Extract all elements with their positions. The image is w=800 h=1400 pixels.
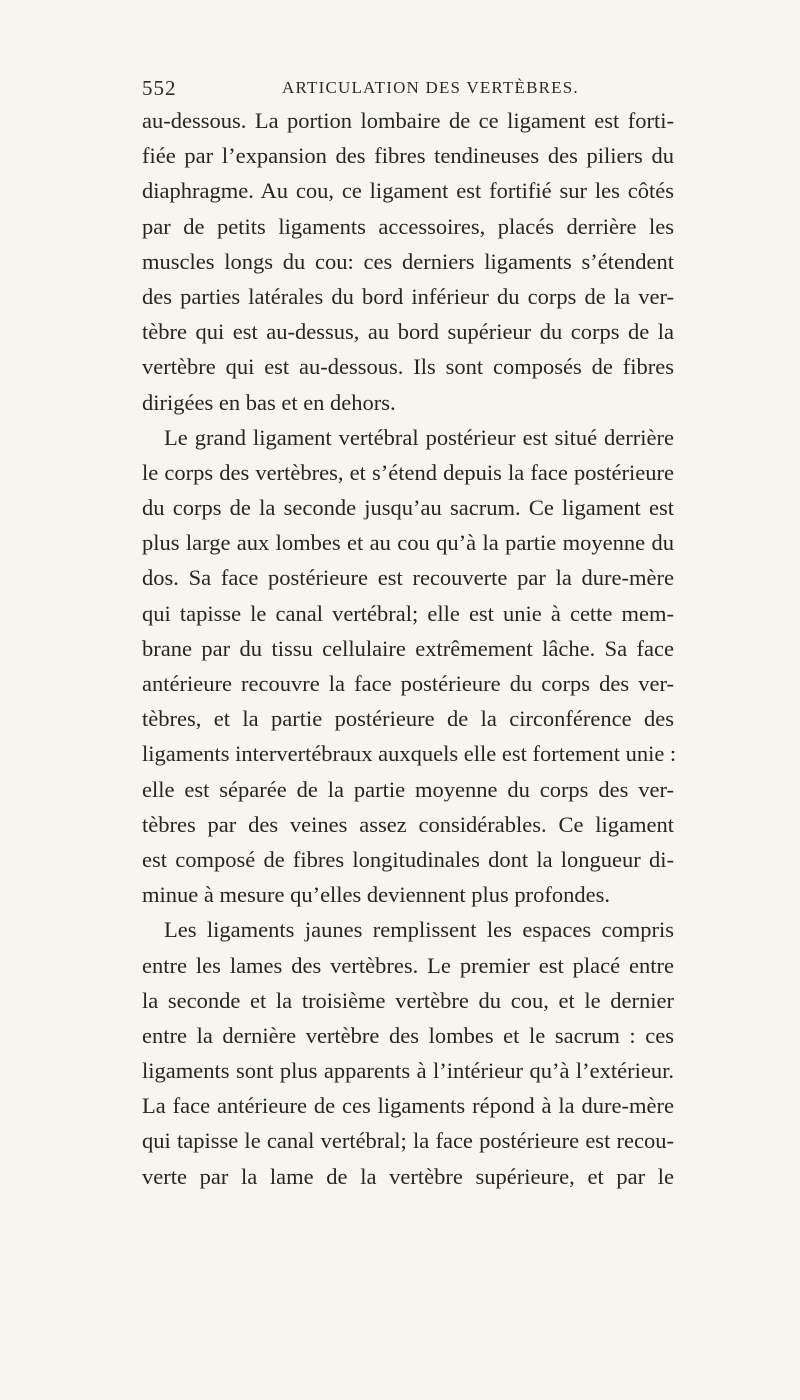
text-line: dos. Sa face postérieure est recouverte par la dure-mère	[142, 565, 674, 591]
text-line: ligaments sont plus apparents à l’intérieur qu’à l’extérieur.	[142, 1058, 674, 1084]
text-line: le corps des vertèbres, et s’étend depuis la face postérieure	[142, 459, 674, 485]
text-line: vertèbre qui est au-dessous. Ils sont composés de fibres	[142, 354, 674, 380]
text-line: minue à mesure qu’elles deviennent plus profondes.	[142, 882, 610, 908]
text-line: entre les lames des vertèbres. Le premier est placé entre	[142, 952, 674, 978]
text-line: fiée par l’expansion des fibres tendineuses des piliers du	[142, 143, 674, 169]
text-line: qui tapisse le canal vertébral; la face postérieure est recou-	[142, 1128, 674, 1154]
running-head	[142, 76, 612, 106]
text-line: plus large aux lombes et au cou qu’à la partie moyenne du	[142, 530, 674, 556]
page-number: 552	[142, 76, 177, 100]
text-line: au-dessous. La portion lombaire de ce ligament est forti-	[142, 108, 674, 133]
text-line: antérieure recouvre la face postérieure du corps des ver-	[142, 671, 674, 696]
text-line: La face antérieure de ces ligaments répond à la dure-mère	[142, 1093, 674, 1119]
text-line: Le grand ligament vertébral postérieur est situé derrière	[164, 424, 674, 450]
text-line: des parties latérales du bord inférieur du corps de la ver-	[142, 283, 674, 309]
text-line: qui tapisse le canal vertébral; elle est unie à cette mem-	[142, 600, 674, 626]
text-line: est composé de fibres longitudinales dont la longueur di-	[142, 846, 674, 872]
text-line: la seconde et la troisième vertèbre du cou, et le dernier	[142, 987, 674, 1013]
text-line: entre la dernière vertèbre des lombes et le sacrum : ces	[142, 1022, 674, 1048]
running-title: ARTICULATION DES VERTÈBRES.	[282, 78, 579, 97]
body-text	[142, 103, 677, 1194]
text-line: tèbre qui est au-dessus, au bord supérieur du corps de la	[142, 319, 674, 345]
text-line: brane par du tissu cellulaire extrêmement lâche. Sa face	[142, 635, 674, 661]
text-line: du corps de la seconde jusqu’au sacrum. Ce ligament est	[142, 495, 674, 521]
text-line: elle est séparée de la partie moyenne du corps des ver-	[142, 776, 674, 802]
text-line: muscles longs du cou: ces derniers ligaments s’étendent	[142, 248, 674, 274]
text-line: dirigées en bas et en dehors.	[142, 389, 396, 415]
text-line: Les ligaments jaunes remplissent les espaces compris	[164, 917, 674, 943]
text-line: tèbres, et la partie postérieure de la circonférence des	[142, 706, 674, 732]
text-line: diaphragme. Au cou, ce ligament est fortifié sur les côtés	[142, 178, 674, 204]
text-line: tèbres par des veines assez considérables. Ce ligament	[142, 811, 674, 837]
text-line: verte par la lame de la vertèbre supérieure, et par le	[142, 1163, 674, 1189]
text-line: par de petits ligaments accessoires, placés derrière les	[142, 213, 674, 239]
text-line: ligaments intervertébraux auxquels elle est fortement unie :	[142, 741, 677, 767]
